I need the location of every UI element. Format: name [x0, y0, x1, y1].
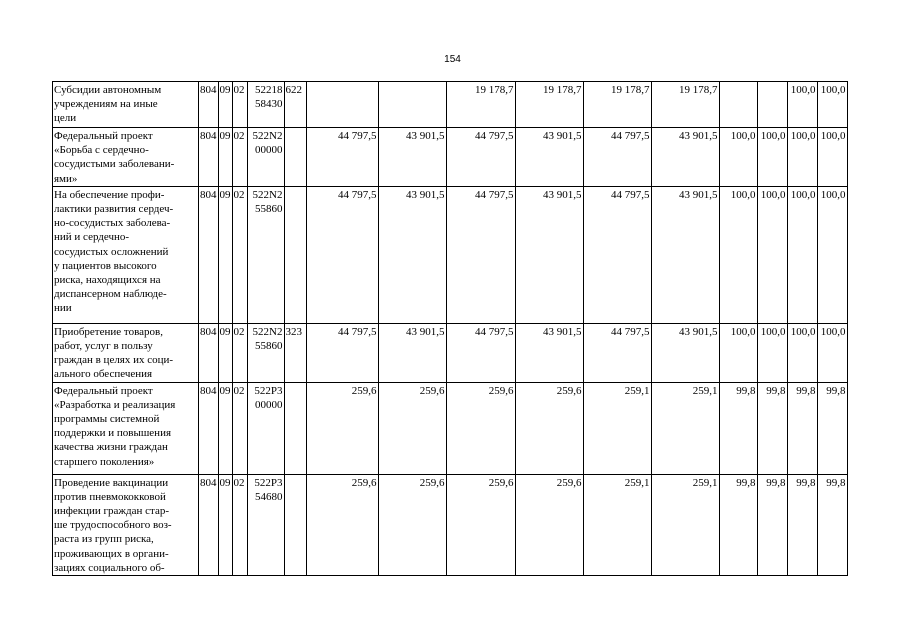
value-cell: 259,1 — [583, 382, 651, 474]
value-cell — [378, 82, 446, 128]
value-cell: 43 901,5 — [651, 128, 719, 187]
value-cell: 44 797,5 — [446, 323, 515, 382]
value-cell: 44 797,5 — [306, 186, 378, 323]
value-cell: 259,6 — [515, 474, 583, 575]
value-cell: 99,8 — [757, 474, 787, 575]
value-cell: 100,0 — [757, 323, 787, 382]
value-cell: 100,0 — [719, 128, 757, 187]
row-name-cell: Федеральный проект «Борьба с сердечно- сосудистыми заболевани- ями» — [53, 128, 199, 187]
value-cell: 44 797,5 — [583, 128, 651, 187]
value-cell: 259,1 — [651, 474, 719, 575]
value-cell: 44 797,5 — [446, 186, 515, 323]
value-cell: 43 901,5 — [651, 186, 719, 323]
value-cell: 99,8 — [719, 382, 757, 474]
value-cell: 259,6 — [378, 382, 446, 474]
value-cell: 100,0 — [719, 323, 757, 382]
value-cell: 19 178,7 — [446, 82, 515, 128]
table-row — [53, 474, 848, 575]
subsection-code-cell: 02 — [232, 82, 247, 128]
ministry-code-cell: 804 — [199, 186, 219, 323]
value-cell: 100,0 — [719, 186, 757, 323]
value-cell: 44 797,5 — [583, 186, 651, 323]
value-cell — [757, 82, 787, 128]
value-cell: 100,0 — [757, 128, 787, 187]
row-name-cell: Приобретение товаров, работ, услуг в пользу граждан в целях их соци- ального обеспечения — [53, 323, 199, 382]
section-code-cell: 09 — [218, 82, 232, 128]
value-cell: 100,0 — [787, 82, 817, 128]
expense-type-cell — [284, 382, 306, 474]
row-name-cell: Субсидии автономным учреждениям на иные цели — [53, 82, 199, 128]
target-article-cell: 522N2 55860 — [247, 323, 284, 382]
value-cell: 100,0 — [817, 82, 847, 128]
page-number: 154 — [444, 54, 461, 65]
section-code-cell: 09 — [218, 474, 232, 575]
value-cell: 100,0 — [757, 186, 787, 323]
target-article-cell: 522P3 54680 — [247, 474, 284, 575]
value-cell: 99,8 — [787, 474, 817, 575]
ministry-code-cell: 804 — [199, 382, 219, 474]
table-row — [53, 128, 848, 187]
value-cell: 259,6 — [306, 382, 378, 474]
subsection-code-cell: 02 — [232, 128, 247, 187]
value-cell: 100,0 — [817, 128, 847, 187]
value-cell: 259,6 — [378, 474, 446, 575]
section-code-cell: 09 — [218, 323, 232, 382]
value-cell: 43 901,5 — [515, 128, 583, 187]
value-cell: 259,6 — [446, 474, 515, 575]
value-cell: 44 797,5 — [446, 128, 515, 187]
value-cell: 259,6 — [446, 382, 515, 474]
value-cell: 99,8 — [787, 382, 817, 474]
table-row — [53, 82, 848, 128]
value-cell: 99,8 — [757, 382, 787, 474]
value-cell: 259,6 — [515, 382, 583, 474]
value-cell: 44 797,5 — [306, 323, 378, 382]
expense-type-cell — [284, 474, 306, 575]
value-cell: 99,8 — [817, 382, 847, 474]
value-cell: 259,1 — [651, 382, 719, 474]
value-cell: 44 797,5 — [306, 128, 378, 187]
budget-table — [52, 81, 848, 576]
value-cell: 43 901,5 — [378, 323, 446, 382]
value-cell: 100,0 — [787, 186, 817, 323]
section-code-cell: 09 — [218, 186, 232, 323]
value-cell: 19 178,7 — [515, 82, 583, 128]
ministry-code-cell: 804 — [199, 82, 219, 128]
value-cell — [306, 82, 378, 128]
target-article-cell: 52218 58430 — [247, 82, 284, 128]
target-article-cell: 522N2 55860 — [247, 186, 284, 323]
value-cell: 43 901,5 — [651, 323, 719, 382]
value-cell — [719, 82, 757, 128]
subsection-code-cell: 02 — [232, 323, 247, 382]
row-name-cell: Федеральный проект «Разработка и реализация программы системной поддержки и повышения качества жизни граждан старшего поколения» — [53, 382, 199, 474]
expense-type-cell — [284, 128, 306, 187]
value-cell: 19 178,7 — [651, 82, 719, 128]
value-cell: 100,0 — [787, 128, 817, 187]
section-code-cell: 09 — [218, 382, 232, 474]
value-cell: 100,0 — [787, 323, 817, 382]
subsection-code-cell: 02 — [232, 382, 247, 474]
table-row — [53, 323, 848, 382]
value-cell: 100,0 — [817, 186, 847, 323]
row-name-cell: Проведение вакцинации против пневмококковой инфекции граждан стар- ше трудоспособного воз- раста из групп риска, проживающих в органи- зациях социального об- — [53, 474, 199, 575]
ministry-code-cell: 804 — [199, 474, 219, 575]
expense-type-cell: 622 — [284, 82, 306, 128]
value-cell: 99,8 — [719, 474, 757, 575]
section-code-cell: 09 — [218, 128, 232, 187]
table-row — [53, 382, 848, 474]
ministry-code-cell: 804 — [199, 323, 219, 382]
target-article-cell: 522N2 00000 — [247, 128, 284, 187]
value-cell: 43 901,5 — [378, 186, 446, 323]
table-body — [53, 82, 848, 576]
target-article-cell: 522P3 00000 — [247, 382, 284, 474]
expense-type-cell — [284, 186, 306, 323]
value-cell: 43 901,5 — [378, 128, 446, 187]
expense-type-cell: 323 — [284, 323, 306, 382]
table-row — [53, 186, 848, 323]
value-cell: 43 901,5 — [515, 323, 583, 382]
subsection-code-cell: 02 — [232, 474, 247, 575]
value-cell: 44 797,5 — [583, 323, 651, 382]
value-cell: 19 178,7 — [583, 82, 651, 128]
value-cell: 259,6 — [306, 474, 378, 575]
value-cell: 43 901,5 — [515, 186, 583, 323]
subsection-code-cell: 02 — [232, 186, 247, 323]
value-cell: 99,8 — [817, 474, 847, 575]
value-cell: 100,0 — [817, 323, 847, 382]
value-cell: 259,1 — [583, 474, 651, 575]
ministry-code-cell: 804 — [199, 128, 219, 187]
row-name-cell: На обеспечение профи- лактики развития сердеч- но-сосудистых заболева- ний и сердечно- сосудистых осложнений у пациентов высокого риска, находящихся на диспансерном наблюде- нии — [53, 186, 199, 323]
